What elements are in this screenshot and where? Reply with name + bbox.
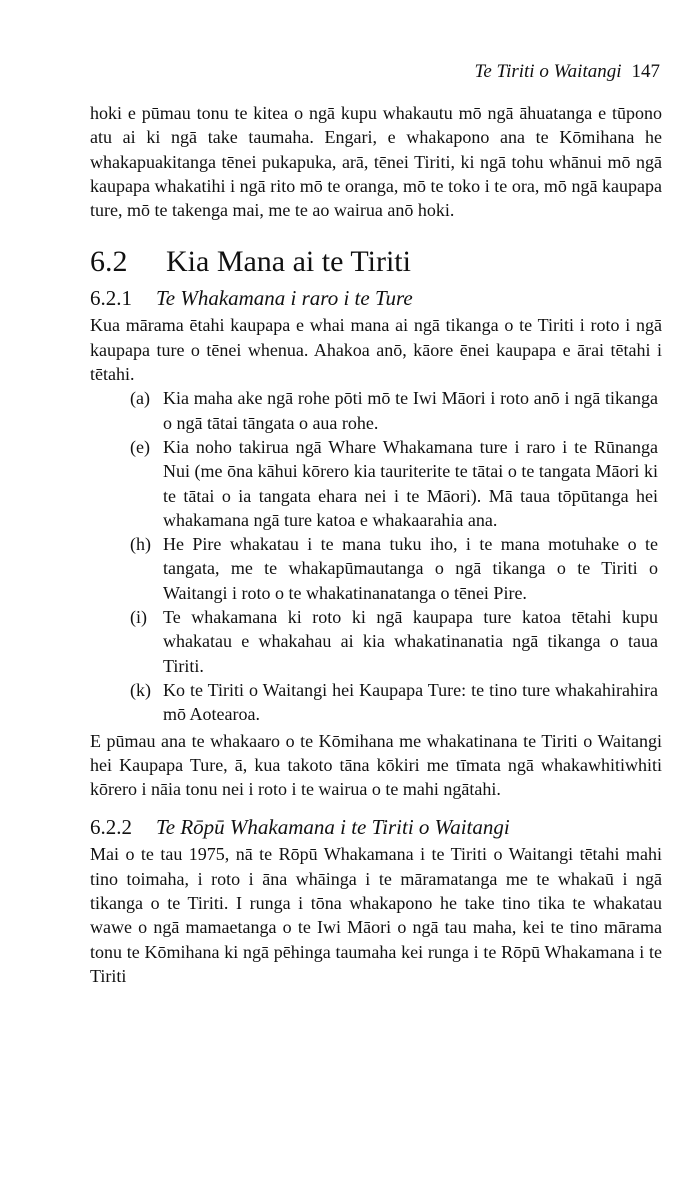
list-item-marker: (e) [130, 436, 150, 457]
list-item-text: He Pire whakatau i te mana tuku iho, i te mana motuhake o te tangata, me te whakapūmautanga o ngā tikanga o te Tiriti o Waitangi i roto o te whakatinanatanga o tēnei Pire. [163, 534, 658, 603]
list-item-text: Kia maha ake ngā rohe pōti mō te Iwi Māori i roto anō i ngā tikanga o ngā tātai tāngata o aua rohe. [163, 388, 658, 433]
subsection-title: Te Whakamana i raro i te Ture [156, 286, 413, 311]
list-item-marker: (i) [130, 607, 147, 628]
list-item-marker: (h) [130, 534, 151, 555]
section-title: Kia Mana ai te Tiriti [166, 245, 411, 279]
list-item [90, 435, 658, 532]
subsection-number: 6.2.1 [90, 286, 132, 311]
closing-paragraph: E pūmau ana te whakaaro o te Kōmihana me whakatinana te Tiriti o Waitangi hei Kaupapa Ture, ā, kua takoto tāna kōkiri me tīmata ngā whakawhitiwhiti kōrero i nāia tonu nei i roto i te wairua o te mahi ngātahi. [90, 730, 662, 800]
intro-paragraph: hoki e pūmau tonu te kitea o ngā kupu whakautu mō ngā āhuatanga e tūpono atu ai ki ngā take taumaha. Engari, e whakapono ana te Kōmihana he whakapuakitanga tēnei pukapuka, arā, tēnei Tiriti, ki ngā tohu whānui mō ngā kaupapa whakatihi i ngā rito mō te oranga, mō te toko i te ora, mō ngā kaupapa ture, mō te takenga mai, me te ao wairua anō hoki. [90, 103, 662, 221]
subsection-heading-2 [90, 813, 662, 841]
list-item [90, 386, 658, 435]
subsection-heading-1 [90, 284, 662, 312]
section-heading [90, 244, 662, 280]
running-title: Te Tiriti o Waitangi [474, 61, 622, 82]
page-number: 147 [631, 61, 660, 82]
page-body [90, 101, 662, 988]
running-header [475, 60, 660, 84]
list-item-text: Te whakamana ki roto ki ngā kaupapa ture katoa tētahi kupu whakatau e whakahau ai kia whakatinanatia ngā tikanga o taua Tiriti. [163, 607, 658, 676]
list-item-text: Ko te Tiriti o Waitangi hei Kaupapa Ture: te tino ture whakahirahira mō Aotearoa. [163, 679, 658, 725]
list-item-marker: (a) [130, 388, 150, 409]
subsection-lead-paragraph: Kua mārama ētahi kaupapa e whai mana ai ngā tikanga o te Tiriti i roto i ngā kaupapa ture o tēnei whenua. Ahakoa anō, kāore ēnei kaupapa e ārai tētahi i tētahi. [90, 315, 662, 385]
list-item-marker: (k) [130, 679, 151, 700]
subsection-paragraph: Mai o te tau 1975, nā te Rōpū Whakamana i te Tiriti o Waitangi tētahi mahi tino toimaha, i roto i āna whāinga i te māramatanga me te whakaū i ngā tikanga o te Tiriti. I runga i tōna whakapono he take tino tika te whakatau wawe o ngā mamaetanga o te Iwi Māori o ngā tau maha, kei te tino mārama tonu te Kōmihana ki ngā pēhinga taumaha kei runga i te Rōpū Whakamana i te Tiriti [90, 844, 662, 986]
section-number: 6.2 [90, 245, 128, 279]
list-item [90, 678, 658, 727]
recommendation-list [90, 386, 662, 726]
list-item [90, 605, 658, 678]
list-item-text: Kia noho takirua ngā Whare Whakamana ture i raro i te Rūnanga Nui (me ōna kāhui kōrero kia tauriterite te tātai o te tangata Māori ki te tātai o ia tangata ehara nei i te Māori). Mā taua tōpūtanga hei whakamana ngā ture katoa e whakaarahia ana. [163, 436, 658, 530]
subsection-title: Te Rōpū Whakamana i te Tiriti o Waitangi [156, 815, 510, 840]
list-item [90, 532, 658, 605]
subsection-number: 6.2.2 [90, 815, 132, 840]
